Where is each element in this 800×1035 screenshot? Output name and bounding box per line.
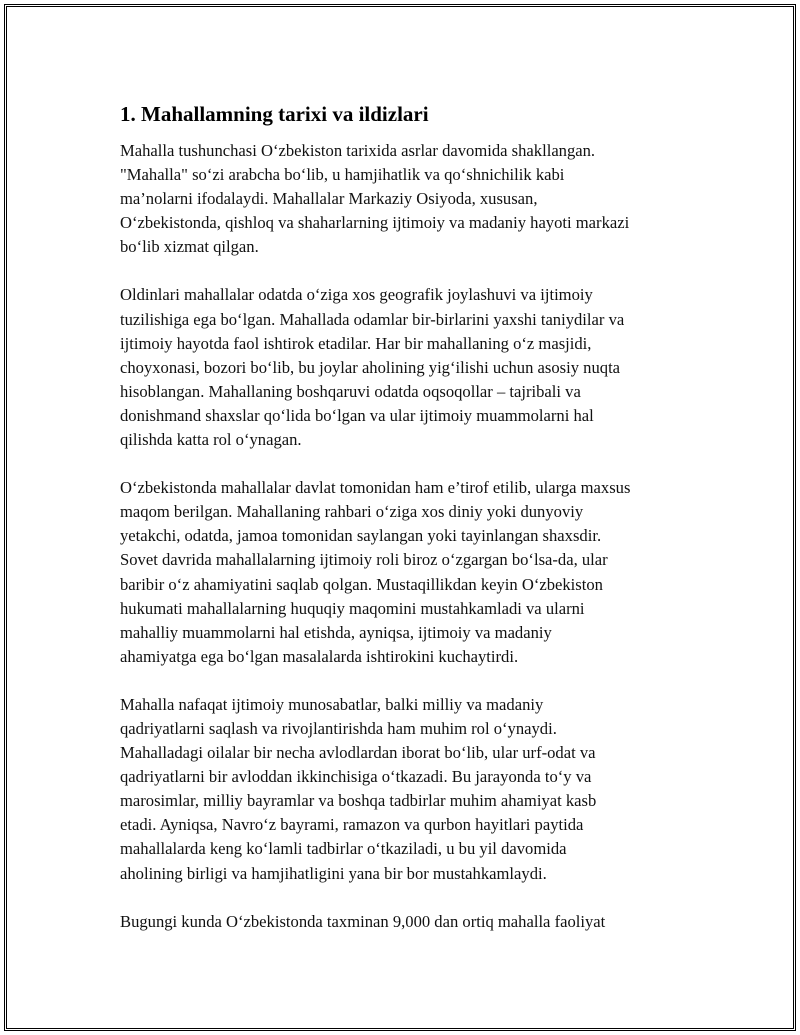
text-line: Mahalla tushunchasi O‘zbekiston tarixida asrlar davomida shakllangan. bbox=[120, 141, 596, 160]
text-line: tuzilishiga ega bo‘lgan. Mahallada odamlar bir-birlarini yaxshi taniydilar va bbox=[120, 309, 625, 329]
text-line: O‘zbekistonda mahallalar davlat tomonidan ham e’tirof etilib, ularga maxsus bbox=[120, 478, 631, 498]
text-line: Sovet davrida mahallalarning ijtimoiy roli biroz o‘zgargan bo‘lsa-da, ular bbox=[120, 550, 608, 570]
text-line: hukumati mahallalarning huquqiy maqomini mustahkamladi va ularni bbox=[120, 598, 585, 618]
paragraph bbox=[120, 693, 696, 886]
text-line: yetakchi, odatda, jamoa tomonidan saylangan yoki tayinlangan shaxsdir. bbox=[120, 526, 602, 546]
paragraph bbox=[120, 283, 696, 452]
text-line: Mahalladagi oilalar bir necha avlodlardan iborat bo‘lib, ular urf-odat va bbox=[120, 743, 596, 763]
paragraph bbox=[120, 139, 696, 259]
text-line: Oldinlari mahallalar odatda o‘ziga xos geografik joylashuvi va ijtimoiy bbox=[120, 285, 593, 305]
document-body bbox=[120, 101, 696, 958]
text-line: qadriyatlarni saqlash va rivojlantirishda ham muhim rol o‘ynaydi. bbox=[120, 718, 557, 738]
paragraph bbox=[120, 910, 696, 934]
text-line: mahallalarda keng ko‘lamli tadbirlar o‘tkaziladi, u bu yil davomida bbox=[120, 839, 567, 859]
text-line: ma’nolarni ifodalaydi. Mahallalar Markaziy Osiyoda, xususan, bbox=[120, 189, 538, 209]
text-line: Mahalla nafaqat ijtimoiy munosabatlar, balki milliy va madaniy bbox=[120, 694, 544, 714]
text-line: bo‘lib xizmat qilgan. bbox=[120, 237, 259, 257]
page-frame bbox=[4, 4, 796, 1031]
text-line: mahalliy muammolarni hal etishda, ayniqsa, ijtimoiy va madaniy bbox=[120, 622, 552, 642]
text-line: ahamiyatga ega bo‘lgan masalalarda ishtirokini kuchaytirdi. bbox=[120, 646, 519, 666]
text-line: aholining birligi va hamjihatligini yana bir bor mustahkamlaydi. bbox=[120, 863, 547, 883]
page-title: 1. Mahallamning tarixi va ildizlari bbox=[120, 102, 429, 126]
text-line: hisoblangan. Mahallaning boshqaruvi odatda oqsoqollar – tajribali va bbox=[120, 381, 581, 401]
text-line: O‘zbekistonda, qishloq va shaharlarning ijtimoiy va madaniy hayoti markazi bbox=[120, 213, 630, 233]
text-line: donishmand shaxslar qo‘lida bo‘lgan va ular ijtimoiy muammolarni hal bbox=[120, 405, 594, 425]
text-line: baribir o‘z ahamiyatini saqlab qolgan. Mustaqillikdan keyin O‘zbekiston bbox=[120, 574, 603, 594]
text-line: "Mahalla" so‘zi arabcha bo‘lib, u hamjihatlik va qo‘shnichilik kabi bbox=[120, 165, 565, 185]
text-line: maqom berilgan. Mahallaning rahbari o‘ziga xos diniy yoki dunyoviy bbox=[120, 502, 584, 522]
text-line: Bugungi kunda O‘zbekistonda taxminan 9,000 dan ortiq mahalla faoliyat bbox=[120, 911, 606, 931]
text-line: ijtimoiy hayotda faol ishtirok etadilar. Har bir mahallaning o‘z masjidi, bbox=[120, 333, 592, 353]
text-line: etadi. Ayniqsa, Navro‘z bayrami, ramazon va qurbon hayitlari paytida bbox=[120, 815, 584, 835]
text-line: choyxonasi, bozori bo‘lib, bu joylar aholining yig‘ilishi uchun asosiy nuqta bbox=[120, 357, 621, 377]
text-line: marosimlar, milliy bayramlar va boshqa tadbirlar muhim ahamiyat kasb bbox=[120, 791, 597, 811]
text-line: qilishda katta rol o‘ynagan. bbox=[120, 430, 302, 450]
text-line: qadriyatlarni bir avloddan ikkinchisiga o‘tkazadi. Bu jarayonda to‘y va bbox=[120, 767, 592, 787]
paragraph bbox=[120, 476, 696, 669]
